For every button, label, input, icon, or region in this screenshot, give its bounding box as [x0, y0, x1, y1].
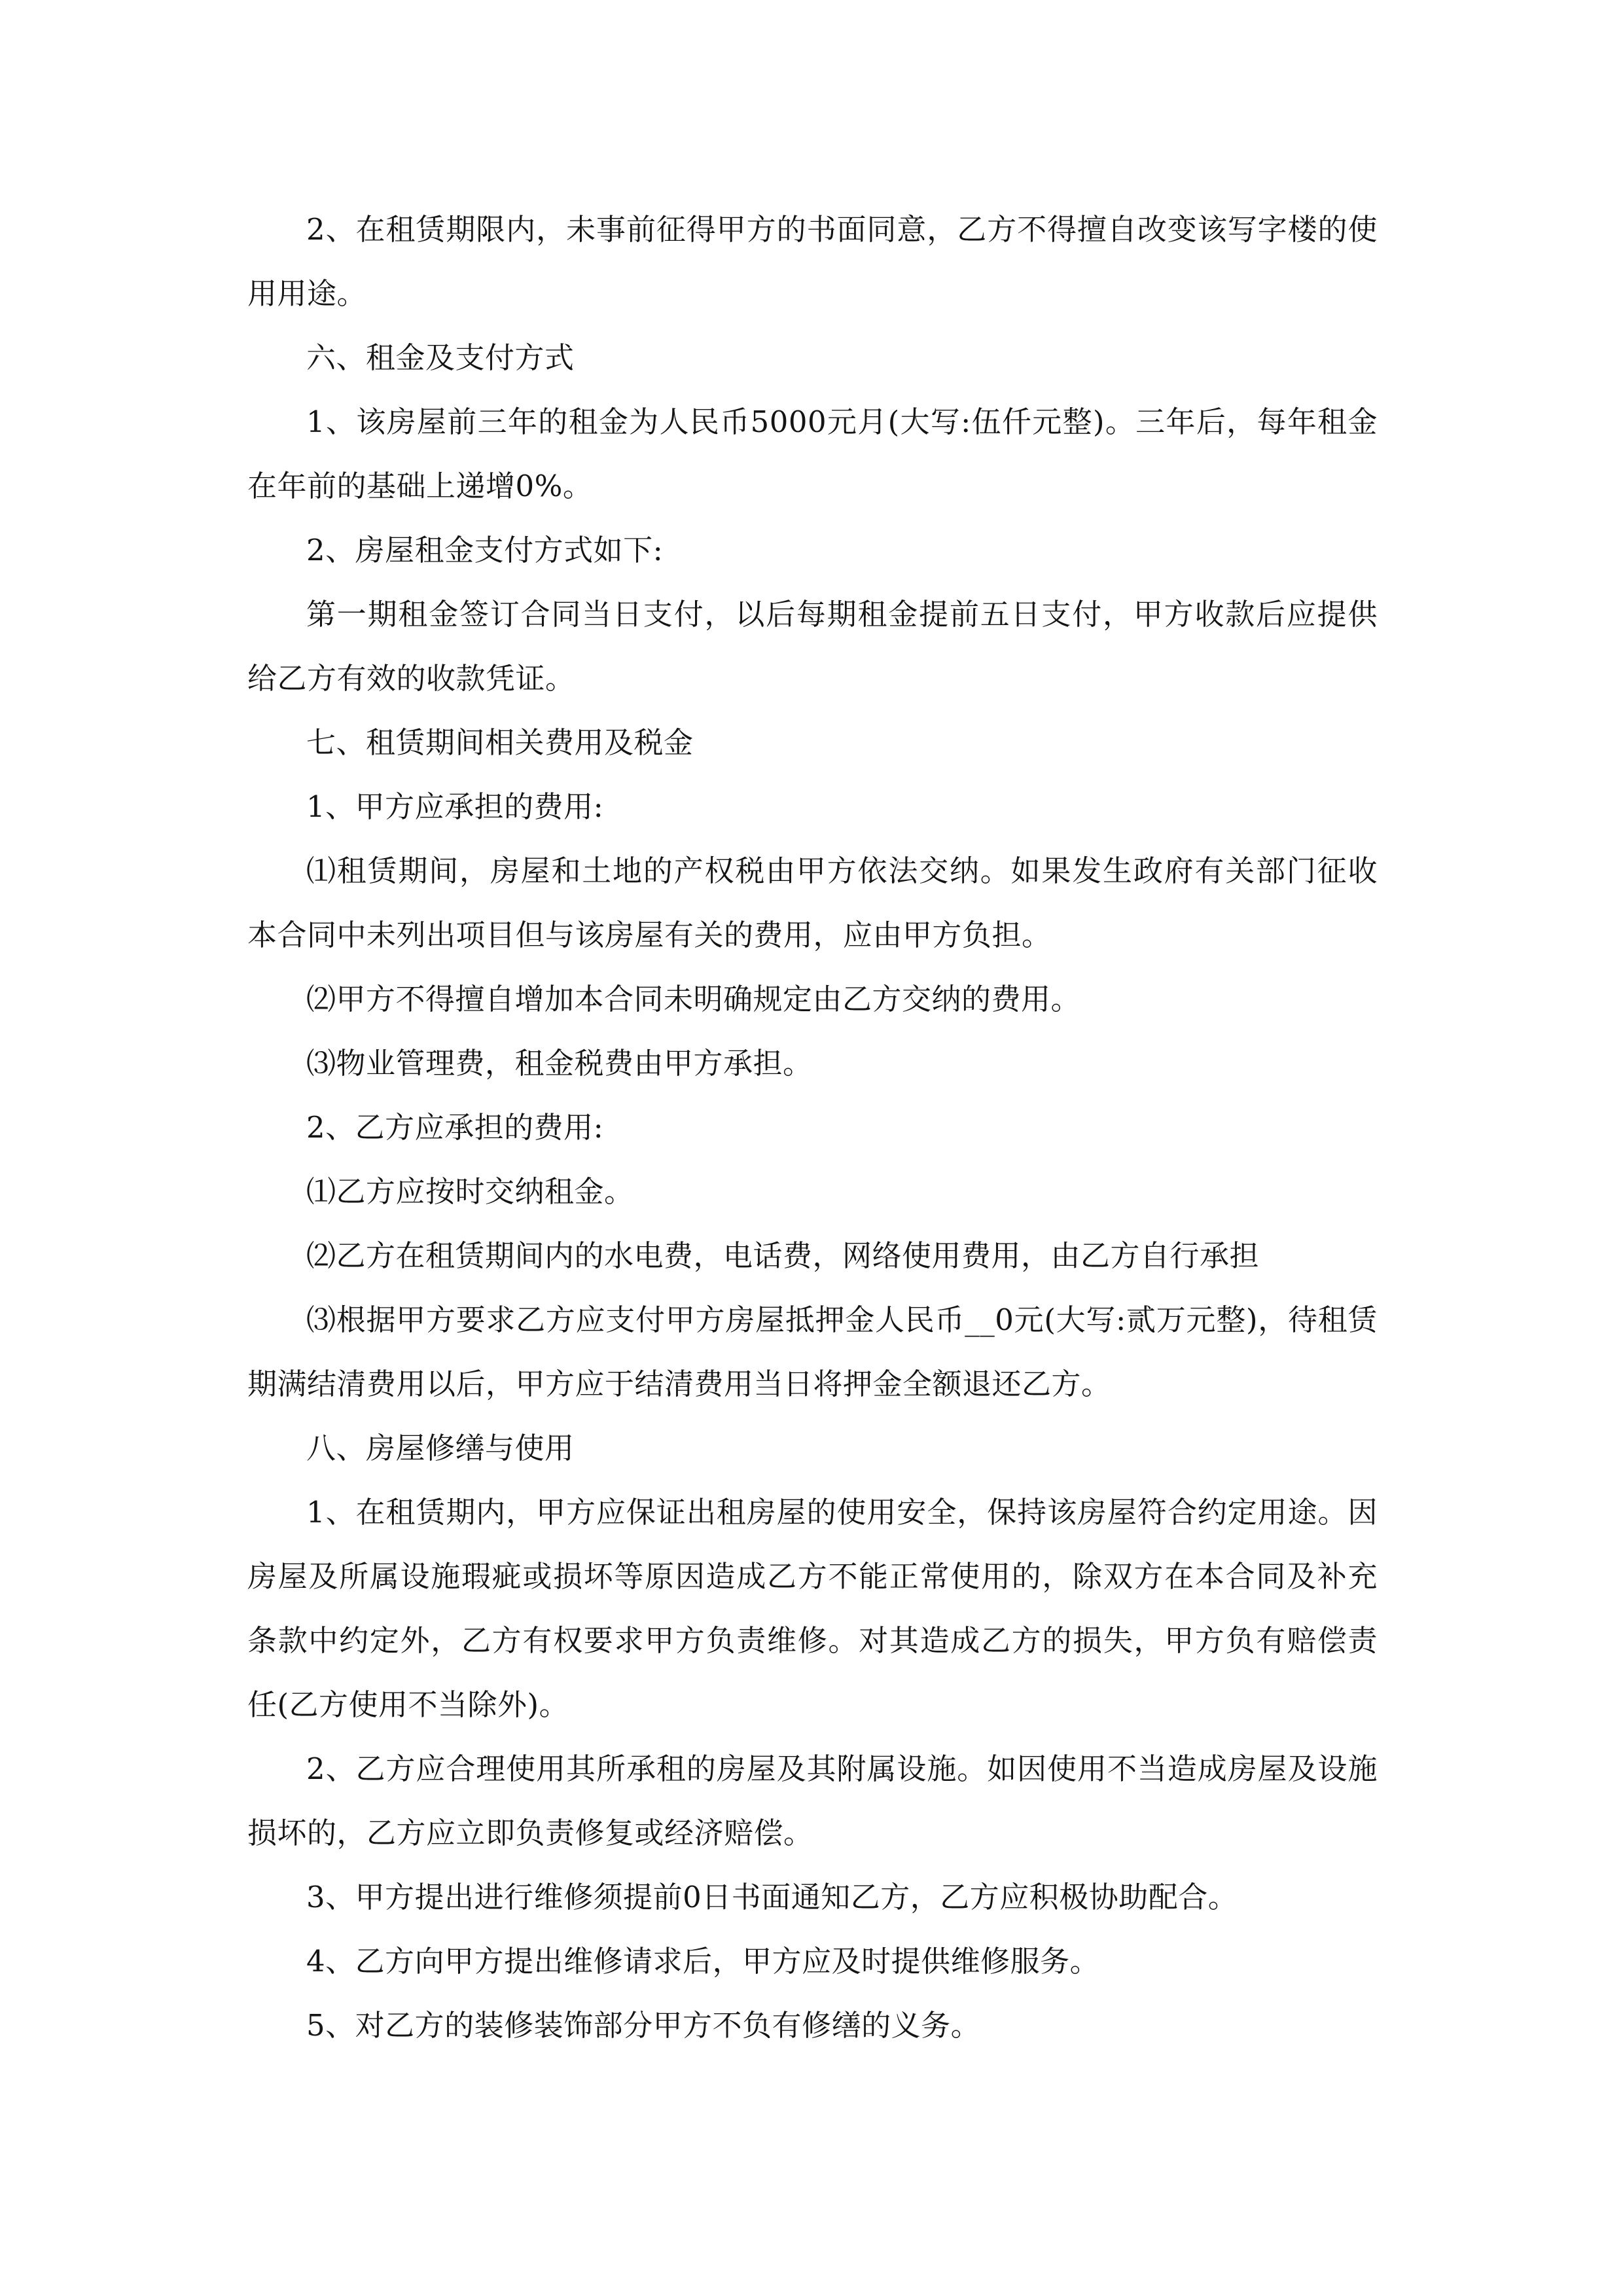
clause-8-5: 5、对乙方的装修装饰部分甲方不负有修缮的义务。 [306, 2008, 981, 2043]
clause-7-1-2: ⑵甲方不得擅自增加本合同未明确规定由乙方交纳的费用。 [306, 982, 1081, 1016]
clause-7-1: 1、甲方应承担的费用: [306, 789, 604, 824]
section-heading-rent-payment: 六、租金及支付方式 [306, 340, 575, 375]
clause-7-2-3: ⑶根据甲方要求乙方应支付甲方房屋抵押金人民币__0元(大写:贰万元整)，待租赁期满结清费用以后，甲方应于结清费用当日将押金全额退还乙方。 [247, 1302, 1378, 1401]
clause-7-2: 2、乙方应承担的费用: [306, 1110, 604, 1145]
contract-body [247, 198, 1378, 2058]
clause-7-1-3: ⑶物业管理费，租金税费由甲方承担。 [306, 1046, 813, 1081]
clause-6-1: 1、该房屋前三年的租金为人民币5000元月(大写:伍仟元整)。三年后，每年租金在年前的基础上递增0%。 [247, 404, 1378, 503]
clause-7-2-1: ⑴乙方应按时交纳租金。 [306, 1174, 634, 1209]
clause-7-1-1: ⑴租赁期间，房屋和土地的产权税由甲方依法交纳。如果发生政府有关部门征收本合同中未列出项目但与该房屋有关的费用，应由甲方负担。 [247, 853, 1378, 952]
clause-8-3: 3、甲方提出进行维修须提前0日书面通知乙方，乙方应积极协助配合。 [306, 1880, 1238, 1914]
clause-5-2: 2、在租赁期限内，未事前征得甲方的书面同意，乙方不得擅自改变该写字楼的使用用途。 [247, 212, 1378, 311]
clause-7-2-2: ⑵乙方在租赁期间内的水电费，电话费，网络使用费用，由乙方自行承担 [306, 1238, 1260, 1273]
section-heading-fees-taxes: 七、租赁期间相关费用及税金 [306, 725, 694, 760]
clause-6-2: 2、房屋租金支付方式如下: [306, 533, 664, 567]
clause-6-2-detail: 第一期租金签订合同当日支付，以后每期租金提前五日支付，甲方收款后应提供给乙方有效的收款凭证。 [247, 597, 1378, 696]
section-heading-repair-use: 八、房屋修缮与使用 [306, 1431, 575, 1465]
clause-8-2: 2、乙方应合理使用其所承租的房屋及其附属设施。如因使用不当造成房屋及设施损坏的，乙方应立即负责修复或经济赔偿。 [247, 1751, 1378, 1850]
clause-8-1: 1、在租赁期内，甲方应保证出租房屋的使用安全，保持该房屋符合约定用途。因房屋及所属设施瑕疵或损坏等原因造成乙方不能正常使用的，除双方在本合同及补充条款中约定外，乙方有权要求甲方负责维修。对其造成乙方的损失，甲方负有赔偿责任(乙方使用不当除外)。 [247, 1495, 1378, 1722]
clause-8-4: 4、乙方向甲方提出维修请求后，甲方应及时提供维修服务。 [306, 1944, 1100, 1979]
